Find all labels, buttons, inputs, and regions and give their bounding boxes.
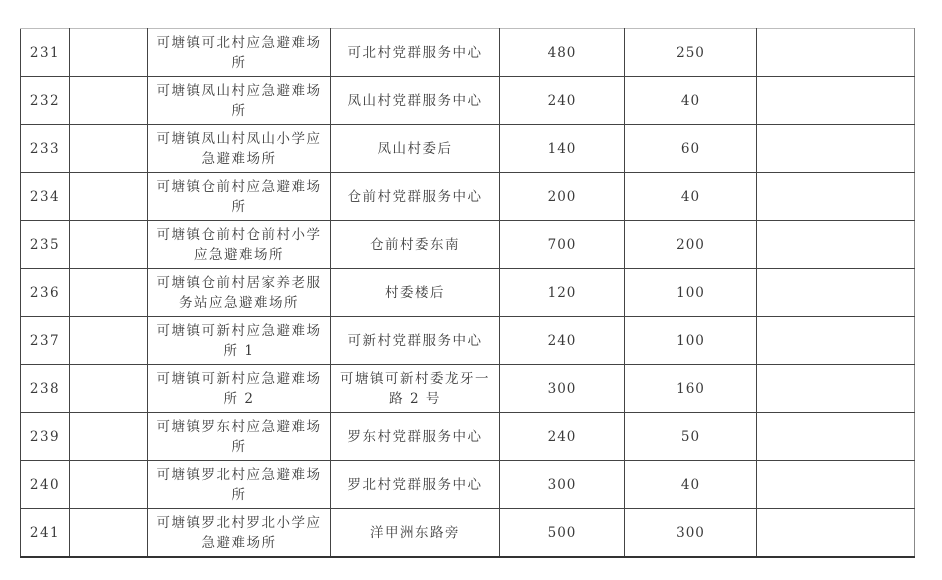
shelter-location-cell: 可新村党群服务中心 [331, 317, 500, 365]
note-cell [757, 173, 915, 221]
shelter-capacity-cell: 100 [625, 269, 757, 317]
district-cell [70, 221, 148, 269]
shelter-location-cell: 仓前村委东南 [331, 221, 500, 269]
shelter-name-cell: 可塘镇凤山村应急避难场所 [148, 77, 331, 125]
shelter-capacity-cell: 200 [625, 221, 757, 269]
shelter-location-cell: 凤山村委后 [331, 125, 500, 173]
row-index-cell: 231 [21, 29, 70, 77]
row-index-cell: 238 [21, 365, 70, 413]
shelter-name-cell: 可塘镇罗东村应急避难场所 [148, 413, 331, 461]
note-cell [757, 509, 915, 558]
shelter-name-cell: 可塘镇仓前村居家养老服务站应急避难场所 [148, 269, 331, 317]
district-cell [70, 413, 148, 461]
shelter-area-cell: 480 [500, 29, 625, 77]
row-index-cell: 241 [21, 509, 70, 558]
district-cell [70, 29, 148, 77]
shelter-area-cell: 140 [500, 125, 625, 173]
district-cell [70, 365, 148, 413]
shelter-location-cell: 罗东村党群服务中心 [331, 413, 500, 461]
row-index-cell: 236 [21, 269, 70, 317]
shelter-name-cell: 可塘镇罗北村罗北小学应急避难场所 [148, 509, 331, 558]
shelter-capacity-cell: 100 [625, 317, 757, 365]
shelter-location-cell: 凤山村党群服务中心 [331, 77, 500, 125]
district-cell [70, 461, 148, 509]
shelter-capacity-cell: 160 [625, 365, 757, 413]
shelter-location-cell: 村委楼后 [331, 269, 500, 317]
row-index-cell: 234 [21, 173, 70, 221]
row-index-cell: 239 [21, 413, 70, 461]
table-row [21, 317, 915, 365]
table-row [21, 77, 915, 125]
shelter-location-cell: 仓前村党群服务中心 [331, 173, 500, 221]
shelter-area-cell: 240 [500, 77, 625, 125]
note-cell [757, 125, 915, 173]
table-body [21, 29, 915, 558]
note-cell [757, 269, 915, 317]
shelter-capacity-cell: 300 [625, 509, 757, 558]
shelter-name-cell: 可塘镇罗北村应急避难场所 [148, 461, 331, 509]
shelter-area-cell: 700 [500, 221, 625, 269]
shelter-capacity-cell: 40 [625, 77, 757, 125]
shelter-location-cell: 可北村党群服务中心 [331, 29, 500, 77]
district-cell [70, 173, 148, 221]
shelter-name-cell: 可塘镇凤山村凤山小学应急避难场所 [148, 125, 331, 173]
shelter-capacity-cell: 40 [625, 461, 757, 509]
table-row [21, 509, 915, 558]
row-index-cell: 232 [21, 77, 70, 125]
shelter-name-cell: 可塘镇可北村应急避难场所 [148, 29, 331, 77]
shelter-location-cell: 可塘镇可新村委龙牙一路 2 号 [331, 365, 500, 413]
note-cell [757, 77, 915, 125]
table-row [21, 413, 915, 461]
shelter-capacity-cell: 40 [625, 173, 757, 221]
note-cell [757, 461, 915, 509]
shelter-capacity-cell: 250 [625, 29, 757, 77]
note-cell [757, 29, 915, 77]
shelter-area-cell: 300 [500, 461, 625, 509]
shelter-name-cell: 可塘镇可新村应急避难场所 2 [148, 365, 331, 413]
shelter-location-cell: 洋甲洲东路旁 [331, 509, 500, 558]
shelter-name-cell: 可塘镇可新村应急避难场所 1 [148, 317, 331, 365]
row-index-cell: 233 [21, 125, 70, 173]
shelter-table-container [20, 28, 915, 558]
shelter-area-cell: 500 [500, 509, 625, 558]
table-row [21, 365, 915, 413]
table-row [21, 221, 915, 269]
table-row [21, 29, 915, 77]
shelter-area-cell: 240 [500, 317, 625, 365]
table-row [21, 269, 915, 317]
row-index-cell: 235 [21, 221, 70, 269]
shelter-area-cell: 120 [500, 269, 625, 317]
table-row [21, 125, 915, 173]
shelter-capacity-cell: 60 [625, 125, 757, 173]
table-row [21, 173, 915, 221]
note-cell [757, 221, 915, 269]
shelter-area-cell: 200 [500, 173, 625, 221]
table-row [21, 461, 915, 509]
district-cell [70, 509, 148, 558]
note-cell [757, 365, 915, 413]
district-cell [70, 317, 148, 365]
shelter-area-cell: 300 [500, 365, 625, 413]
row-index-cell: 237 [21, 317, 70, 365]
district-cell [70, 77, 148, 125]
district-cell [70, 125, 148, 173]
shelter-name-cell: 可塘镇仓前村应急避难场所 [148, 173, 331, 221]
shelter-location-cell: 罗北村党群服务中心 [331, 461, 500, 509]
shelter-name-cell: 可塘镇仓前村仓前村小学应急避难场所 [148, 221, 331, 269]
shelter-area-cell: 240 [500, 413, 625, 461]
note-cell [757, 413, 915, 461]
shelter-table [20, 28, 915, 558]
shelter-capacity-cell: 50 [625, 413, 757, 461]
district-cell [70, 269, 148, 317]
row-index-cell: 240 [21, 461, 70, 509]
note-cell [757, 317, 915, 365]
